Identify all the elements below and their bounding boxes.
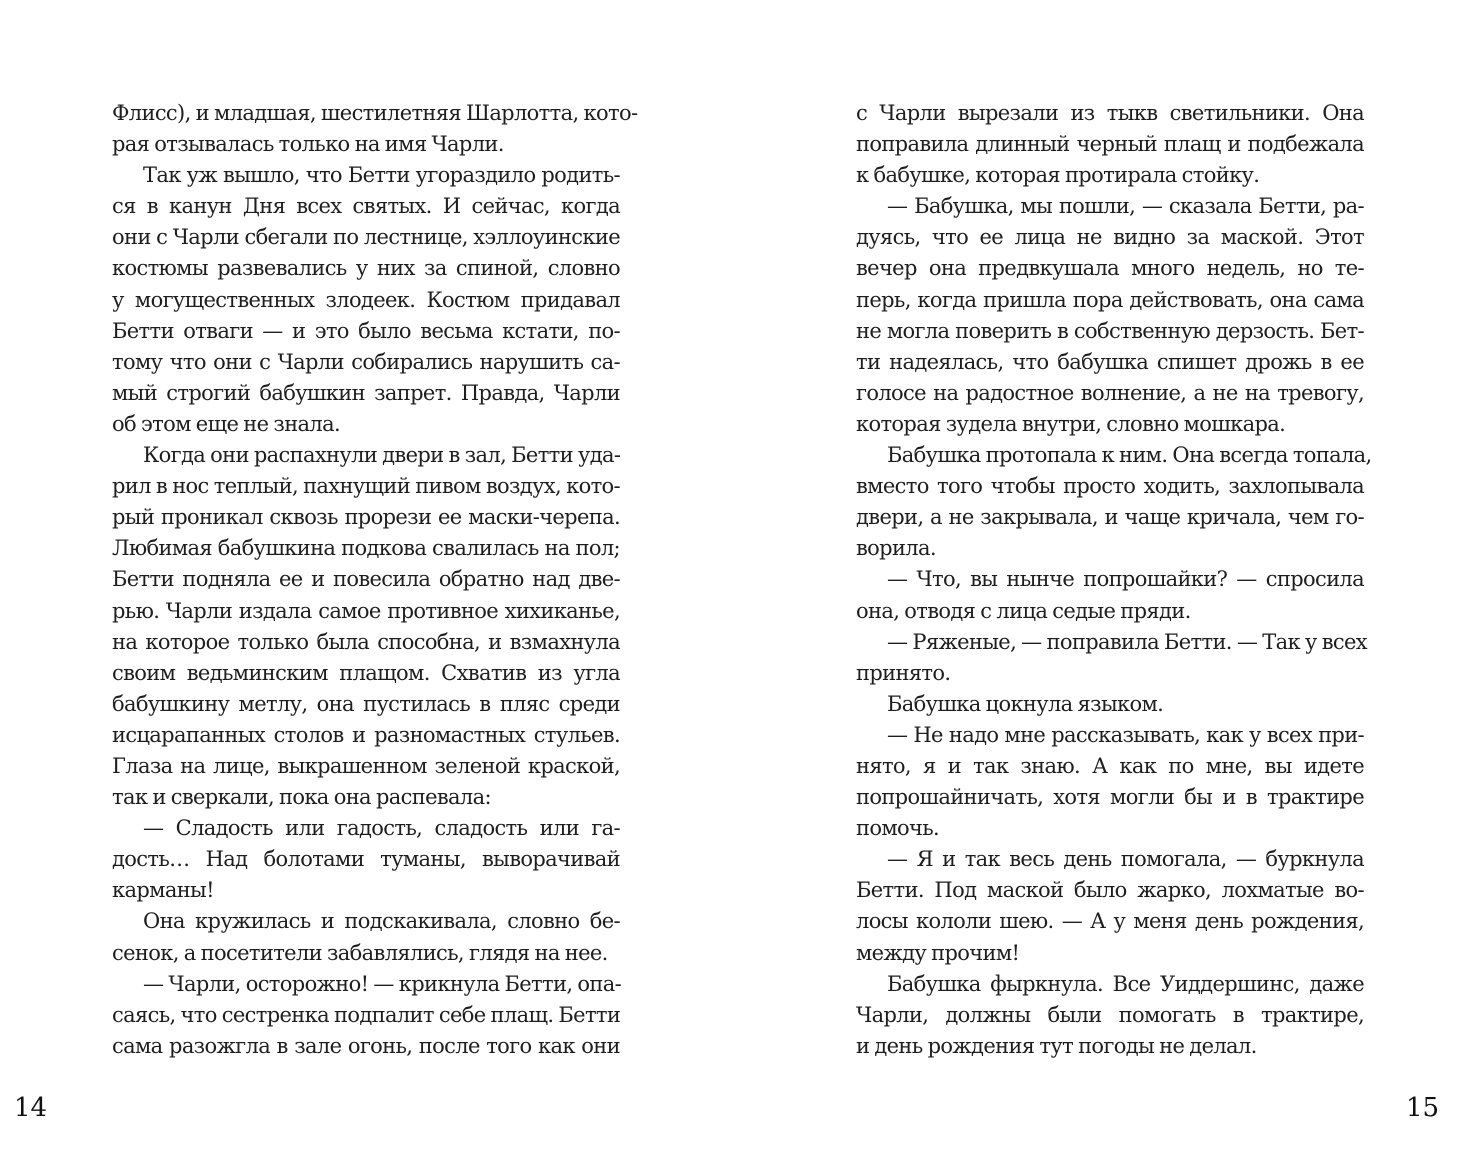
text-line: карманы! bbox=[112, 878, 214, 903]
text-line: принято. bbox=[856, 660, 951, 685]
text-line: Глаза на лице, выкрашенном зеленой краской, bbox=[112, 753, 620, 778]
text-line: Флисс), и младшая, шестилетняя Шарлотта, кото- bbox=[112, 101, 638, 125]
text-line: Чарли, должны были помогать в трактире, bbox=[856, 1002, 1364, 1027]
left-page-text bbox=[112, 98, 638, 1062]
text-line: — Что, вы нынче попрошайки? — спросила bbox=[887, 567, 1364, 592]
text-line: — Бабушка, мы пошли, — сказала Бетти, ра- bbox=[887, 194, 1364, 219]
text-line: нято, я и так знаю. А как по мне, вы идете bbox=[856, 753, 1364, 778]
text-line: рый проникал сквозь прорези ее маски-черепа. bbox=[112, 505, 620, 530]
right-page-number: 15 bbox=[1406, 1093, 1440, 1123]
text-line: дуясь, что ее лица не видно за маской. Этот bbox=[856, 225, 1364, 250]
text-line: — Ряженые, — поправила Бетти. — Так у всех bbox=[887, 629, 1367, 654]
text-line: лосы кололи шею. — А у меня день рождения, bbox=[856, 909, 1364, 934]
text-line: бабушкину метлу, она пустилась в пляс среди bbox=[112, 691, 620, 716]
text-line: рью. Чарли издала самое противное хихиканье, bbox=[112, 598, 620, 623]
text-line: Бетти отваги — и это было весьма кстати, по- bbox=[112, 318, 620, 343]
text-line: Бабушка цокнула языком. bbox=[887, 691, 1164, 716]
text-line: Любимая бабушкина подкова свалилась на пол; bbox=[112, 536, 620, 561]
text-line: между прочим! bbox=[856, 940, 1020, 965]
text-line: помочь. bbox=[856, 816, 940, 841]
text-line: мый строгий бабушкин запрет. Правда, Чарли bbox=[112, 380, 620, 405]
text-line: у могущественных злодеек. Костюм придавал bbox=[112, 287, 620, 312]
text-line: сама разожгла в зале огонь, после того как они bbox=[112, 1033, 620, 1058]
text-line: костюмы развевались у них за спиной, словно bbox=[112, 256, 620, 281]
text-line: тому что они с Чарли собирались нарушить са- bbox=[112, 349, 620, 374]
text-line: Бетти. Под маской было жарко, лохматые во- bbox=[856, 878, 1364, 903]
left-page-number: 14 bbox=[14, 1093, 48, 1123]
text-line: — Я и так весь день помогала, — буркнула bbox=[887, 847, 1364, 872]
text-line: так и сверкали, пока она распевала: bbox=[112, 785, 491, 810]
text-line: Так уж вышло, что Бетти угораздило родить- bbox=[143, 163, 620, 188]
text-line: перь, когда пришла пора действовать, она сама bbox=[856, 287, 1364, 312]
text-line: исцарапанных столов и разномастных стульев. bbox=[112, 722, 620, 747]
right-page-text bbox=[856, 98, 1372, 1062]
text-line: ти надеялась, что бабушка спишет дрожь в ее bbox=[856, 349, 1364, 374]
text-line: Когда они распахнули двери в зал, Бетти уда- bbox=[143, 443, 621, 468]
text-line: она, отводя с лица седые пряди. bbox=[856, 598, 1191, 623]
text-line: попрошайничать, хотя могли бы и в трактире bbox=[856, 785, 1364, 810]
text-line: вечер она предвкушала много недель, но те- bbox=[856, 256, 1364, 281]
text-line: вместо того чтобы просто ходить, захлопывала bbox=[856, 474, 1364, 499]
text-line: двери, а не закрывала, и чаще кричала, чем го- bbox=[856, 505, 1364, 530]
text-line: ся в канун Дня всех святых. И сейчас, когда bbox=[112, 194, 620, 219]
text-line: рая отзывалась только на имя Чарли. bbox=[112, 132, 504, 157]
text-line: на которое только была способна, и взмахнула bbox=[112, 629, 620, 654]
text-line: не могла поверить в собственную дерзость. Бет- bbox=[856, 318, 1364, 343]
text-line: Бабушка протопала к ним. Она всегда топала, bbox=[887, 443, 1372, 468]
text-line: саясь, что сестренка подпалит себе плащ. Бетти bbox=[112, 1002, 621, 1027]
text-line: с Чарли вырезали из тыкв светильники. Она bbox=[856, 101, 1364, 125]
text-line: Бабушка фыркнула. Все Уиддершинс, даже bbox=[887, 971, 1364, 996]
text-line: Бетти подняла ее и повесила обратно над две- bbox=[112, 567, 620, 592]
text-line: ворила. bbox=[856, 536, 936, 561]
text-line: — Сладость или гадость, сладость или га- bbox=[143, 816, 620, 841]
text-line: поправила длинный черный плащ и подбежала bbox=[856, 132, 1364, 157]
text-line: сенок, а посетители забавлялись, глядя на нее. bbox=[112, 940, 608, 965]
text-line: дость… Над болотами туманы, выворачивай bbox=[112, 847, 620, 872]
text-line: рил в нос теплый, пахнущий пивом воздух, кото- bbox=[112, 474, 620, 499]
text-line: они с Чарли сбегали по лестнице, хэллоуинские bbox=[112, 225, 620, 250]
text-line: которая зудела внутри, словно мошкара. bbox=[856, 411, 1286, 436]
text-line: к бабушке, которая протирала стойку. bbox=[856, 163, 1260, 188]
text-line: — Чарли, осторожно! — крикнула Бетти, опа- bbox=[143, 971, 622, 996]
text-line: об этом еще не знала. bbox=[112, 411, 341, 436]
text-line: — Не надо мне рассказывать, как у всех при- bbox=[887, 722, 1364, 747]
text-line: и день рождения тут погоды не делал. bbox=[856, 1033, 1257, 1058]
text-line: Она кружилась и подскакивала, словно бе- bbox=[143, 909, 620, 934]
text-line: голосе на радостное волнение, а не на тревогу, bbox=[856, 380, 1364, 405]
text-line: своим ведьминским плащом. Схватив из угла bbox=[112, 660, 620, 685]
